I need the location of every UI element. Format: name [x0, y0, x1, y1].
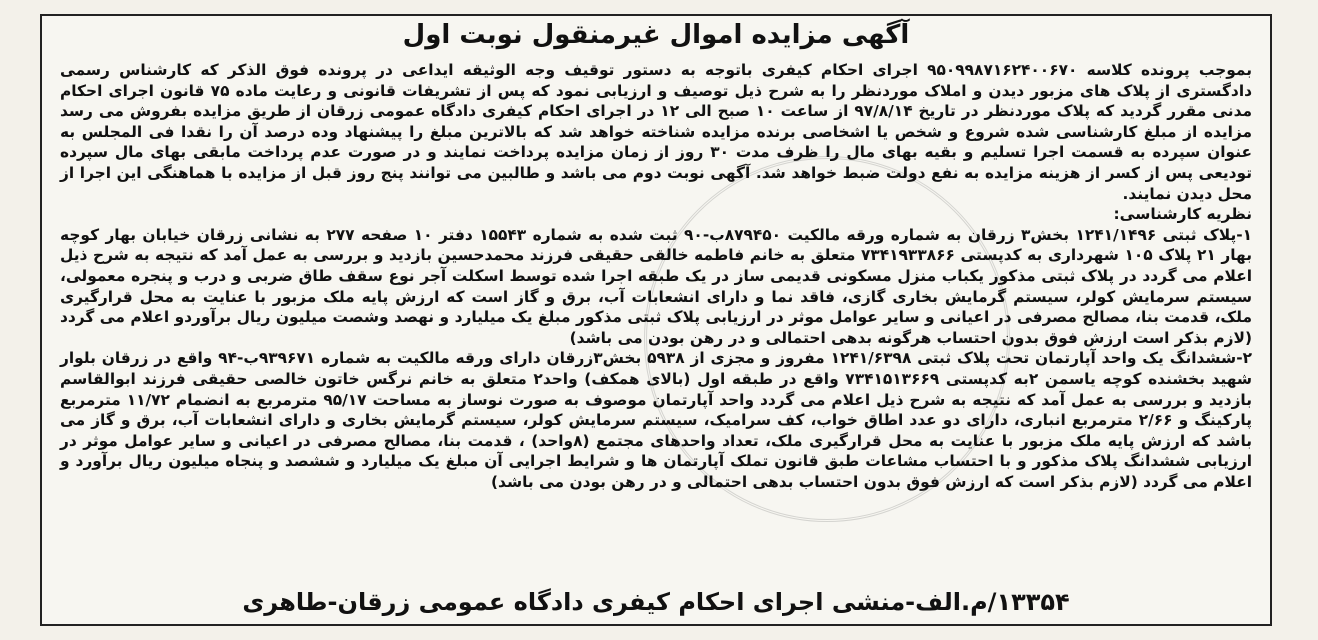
notice-body	[60, 60, 1252, 492]
notice-title: آگهی مزایده اموال غیرمنقول نوبت اول	[402, 20, 910, 50]
notice-frame	[40, 14, 1272, 626]
property-item-1: ۱-پلاک ثبتی ۱۲۴۱/۱۴۹۶ بخش۳ زرقان به شماره ورقه مالکیت ۸۷۹۴۵۰ب-۹۰ ثبت شده به شماره ۱۵۵۴۳ دفتر ۱۰ صفحه ۲۷۷ به نشانی زرقان خیابان بهار کوچه بهار ۲۱ پلاک ۱۰۵ شهرداری به کدپستی ۷۳۴۱۹۳۳۸۶۶ متعلق به خانم فاطمه خالقی حقیقی فرزند محمدحسین بازدید و بررسی به عمل آمد که نتیجه به شرح ذیل اعلام می گردد در پلاک ثبتی مذکور یکباب منزل مسکونی قدیمی ساز در یک طبقه اجرا شده توسط اسکلت آجر نوع سقف طاق ضربی و درب و پنجره معمولی، سیستم سرمایش کولر، سیستم گرمایش بخاری گازی، فاقد نما و دارای انشعابات آب، برق و گاز است که ارزش پایه ملک مزبور با عنایت به محل قرارگیری ملک، قدمت بنا، مصالح مصرفی در اعیانی و سایر عوامل موثر در ارزیابی پلاک ثبتی مذکور مبلغ یک میلیارد و نهصد وشصت میلیون ریال برآوردو اعلام می گردد (لازم بذکر است ارزش فوق بدون احتساب هرگونه بدهی احتمالی و در رهن بودن می باشد)	[60, 225, 1253, 347]
property-item-2: ۲-ششدانگ یک واحد آپارتمان تحت پلاک ثبتی ۱۲۴۱/۶۳۹۸ مفروز و مجزی از ۵۹۳۸ بخش۳زرقان دارای ورقه مالکیت به شماره ۹۳۹۶۷۱ب-۹۴ واقع در زرقان بلوار شهید بخشنده کوچه یاسمن ۲به کدپستی ۷۳۴۱۵۱۳۶۶۹ واقع در طبقه اول (بالای همکف) واحد۲ متعلق به خانم نرگس خاتون خالصی حقیقی فرزند ابوالقاسم بازدید و بررسی به عمل آمد که نتیجه به شرح ذیل اعلام می گردد واحد آپارتمان موصوف به صورت نوساز به مساحت ۹۵/۱۷ مترمربع به انضمام ۱۱/۷۲ مترمربع پارکینگ و ۲/۶۶ مترمربع انباری، دارای دو عدد اطاق خواب، کف سرامیک، سیستم سرمایش کولر، سیستم گرمایش بخاری و دارای انشعابات آب، برق و گاز می باشد که ارزش پایه ملک مزبور با عنایت به محل قرارگیری ملک، تعداد واحدهای مجتمع (۸واحد) ، قدمت بنا، مصالح مصرفی در اعیانی و سایر عوامل موثر در ارزیابی ششدانگ پلاک مذکور و با احتساب مشاعات طبق قانون تملک آپارتمان ها و شرایط اجرایی آن مبلغ یک میلیارد و ششصد و پنجاه میلیون ریال برآورد و اعلام می گردد (لازم بذکر است که ارزش فوق بدون احتساب بدهی احتمالی و در رهن بودن می باشد)	[60, 349, 1253, 491]
expert-opinion-heading: نظریه کارشناسی:	[1113, 205, 1252, 224]
intro-paragraph: بموجب پرونده کلاسه ۹۵۰۹۹۸۷۱۶۲۴۰۰۶۷۰ اجرای احکام کیفری باتوجه به دستور توقیف وجه الوثیقه ایداعی در پرونده فوق الذکر که کارشناس رسمی دادگستری از پلاک های مزبور دیدن و املاک موردنظر را به شرح ذیل توصیف و ارزیابی نمود که پس از تشریفات قانونی و رعایت ماده ۷۵ قانون اجرای احکام مدنی مقرر گردید که پلاک موردنظر در تاریخ ۹۷/۸/۱۴ از ساعت ۱۰ صبح الی ۱۲ در اجرای احکام کیفری دادگاه عمومی زرقان از طریق مزایده بفروش می رسد مزایده از مبلغ کارشناسی شده شروع و شخص یا اشخاصی برنده مزایده شناخته خواهد شد که بالاترین مبلغ را پیشنهاد وده درصد آن را نقدا فی المجلس به عنوان سپرده به قسمت اجرا تسلیم و بقیه بهای مال را ظرف مدت ۳۰ روز از زمان مزایده پرداخت نمایند و در صورت عدم پرداخت مابقی بهای مال سپرده تودیعی پس از کسر از هزینه مزایده به نفع دولت ضبط خواهد شد. آگهی نوبت دوم می باشد و طالبین می توانند پنج روز قبل از مزایده با هماهنگی این اجرا از محل دیدن نمایند.	[60, 61, 1252, 203]
notice-signature: ۱۳۳۵۴/م.الف-منشی اجرای احکام کیفری دادگاه عمومی زرقان-طاهری	[242, 588, 1070, 616]
